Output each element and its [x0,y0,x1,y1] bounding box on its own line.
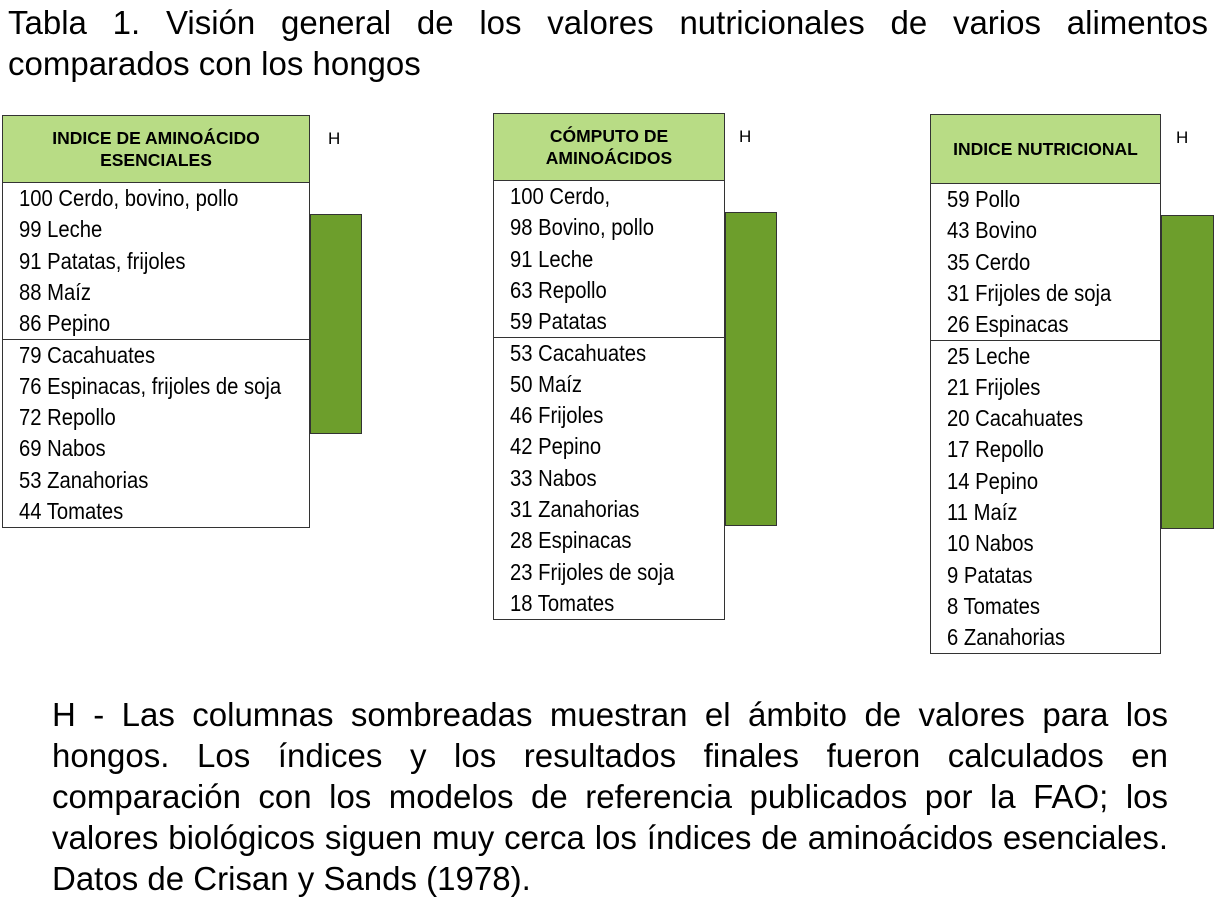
footnote: H - Las columnas sombreadas muestran el ámbito de valores para los hongos. Los índices y los resultados finales fueron calculados en comparación con los modelos de referencia publicados por la FAO; los valores biológicos siguen muy cerca los índices de aminoácidos esenciales. Datos de Crisan y Sands (1978). [52,696,1168,897]
table-cell-text: 21 Frijoles [947,373,1041,400]
h-column-label: H [1176,128,1189,147]
table-row [930,591,1161,623]
table-cell-text: 28 Espinacas [510,527,632,554]
table-row [930,278,1161,310]
table-row [493,588,725,620]
table-cell-text: 59 Patatas [510,308,607,335]
table-row [930,215,1161,247]
table-row [2,214,310,246]
table-cell-text: 17 Repollo [947,436,1044,463]
table-cell-text: 76 Espinacas, frijoles de soja [19,372,282,399]
table-cell-text: 35 Cerdo [947,248,1031,275]
table-row [493,463,725,495]
table-cell-text: 79 Cacahuates [19,341,156,368]
table-row [930,528,1161,560]
table-row [493,338,725,370]
table-cell-text: 50 Maíz [510,370,583,397]
table-cell-text: 26 Espinacas [947,311,1069,338]
table-row [930,309,1161,341]
table-row [493,212,725,244]
table-cell-text: 9 Patatas [947,561,1033,588]
table-cell-text: 10 Nabos [947,530,1034,557]
table-cell-text: 23 Frijoles de soja [510,558,675,585]
table-row [493,369,725,401]
table-row [930,434,1161,466]
table-cell-text: 91 Patatas, frijoles [19,247,186,274]
table-cell-text: 18 Tomates [510,589,615,616]
table-row [2,277,310,309]
table-cell-text: 59 Pollo [947,186,1021,212]
table-row [2,371,310,403]
table-cell-text: 11 Maíz [947,499,1018,525]
table-row [2,340,310,372]
table-cell-text: 63 Repollo [510,276,607,303]
h-column-label: H [328,129,341,148]
table-row [493,400,725,432]
table-row [930,341,1161,373]
table-header: CÓMPUTO DE AMINOÁCIDOS [493,113,725,181]
table-row [493,525,725,557]
table-cell-text: 31 Frijoles de soja [947,279,1112,306]
table-row [2,496,310,528]
table-row [930,560,1161,592]
table-header: INDICE DE AMINOÁCIDO ESENCIALES [2,115,310,183]
table-row [2,402,310,434]
table-row [930,247,1161,279]
table-row [493,557,725,589]
table-cell-text: 53 Cacahuates [510,339,647,366]
table-header: INDICE NUTRICIONAL [930,114,1161,184]
table-cell-text: 72 Repollo [19,404,116,431]
table-row [930,497,1161,529]
table-row [930,403,1161,435]
table-row [493,494,725,526]
h-column-label: H [739,127,752,146]
table-row [2,433,310,465]
table-row [493,181,725,213]
table-row [930,622,1161,654]
mushroom-range-shade [1161,215,1214,529]
table-cell-text: 99 Leche [19,216,103,243]
table-row [2,465,310,497]
table-row [2,183,310,215]
table-cell-text: 6 Zanahorias [947,624,1066,651]
table-cell-text: 100 Cerdo, bovino, pollo [19,185,239,211]
table-cell-text: 14 Pepino [947,467,1039,494]
table-cell-text: 46 Frijoles [510,402,604,429]
table-cell-text: 88 Maíz [19,278,92,305]
mushroom-range-shade [310,214,362,434]
table-cell-text: 91 Leche [510,245,594,272]
table-row [493,431,725,463]
table-row [930,466,1161,498]
table-cell-text: 25 Leche [947,342,1031,369]
table-cell-text: 86 Pepino [19,310,111,337]
table-row [930,184,1161,216]
table-cell-text: 43 Bovino [947,217,1038,244]
table-row [2,246,310,278]
table-row [930,372,1161,404]
table-cell-text: 8 Tomates [947,592,1041,619]
table-cell-text: 20 Cacahuates [947,405,1084,432]
table-row [2,308,310,340]
table-cell-text: 44 Tomates [19,498,124,524]
table-cell-text: 53 Zanahorias [19,466,149,493]
mushroom-range-shade [725,212,777,526]
table-cell-text: 33 Nabos [510,464,597,491]
table-row [493,306,725,338]
table-title: Tabla 1. Visión general de los valores nutricionales de varios alimentos comparados con los hongos [8,4,1208,82]
table-cell-text: 100 Cerdo, [510,183,611,209]
table-cell-text: 69 Nabos [19,435,106,462]
table-row [493,275,725,307]
table-row [493,244,725,276]
table-cell-text: 42 Pepino [510,433,602,460]
table-cell-text: 31 Zanahorias [510,496,640,522]
table-cell-text: 98 Bovino, pollo [510,214,655,241]
